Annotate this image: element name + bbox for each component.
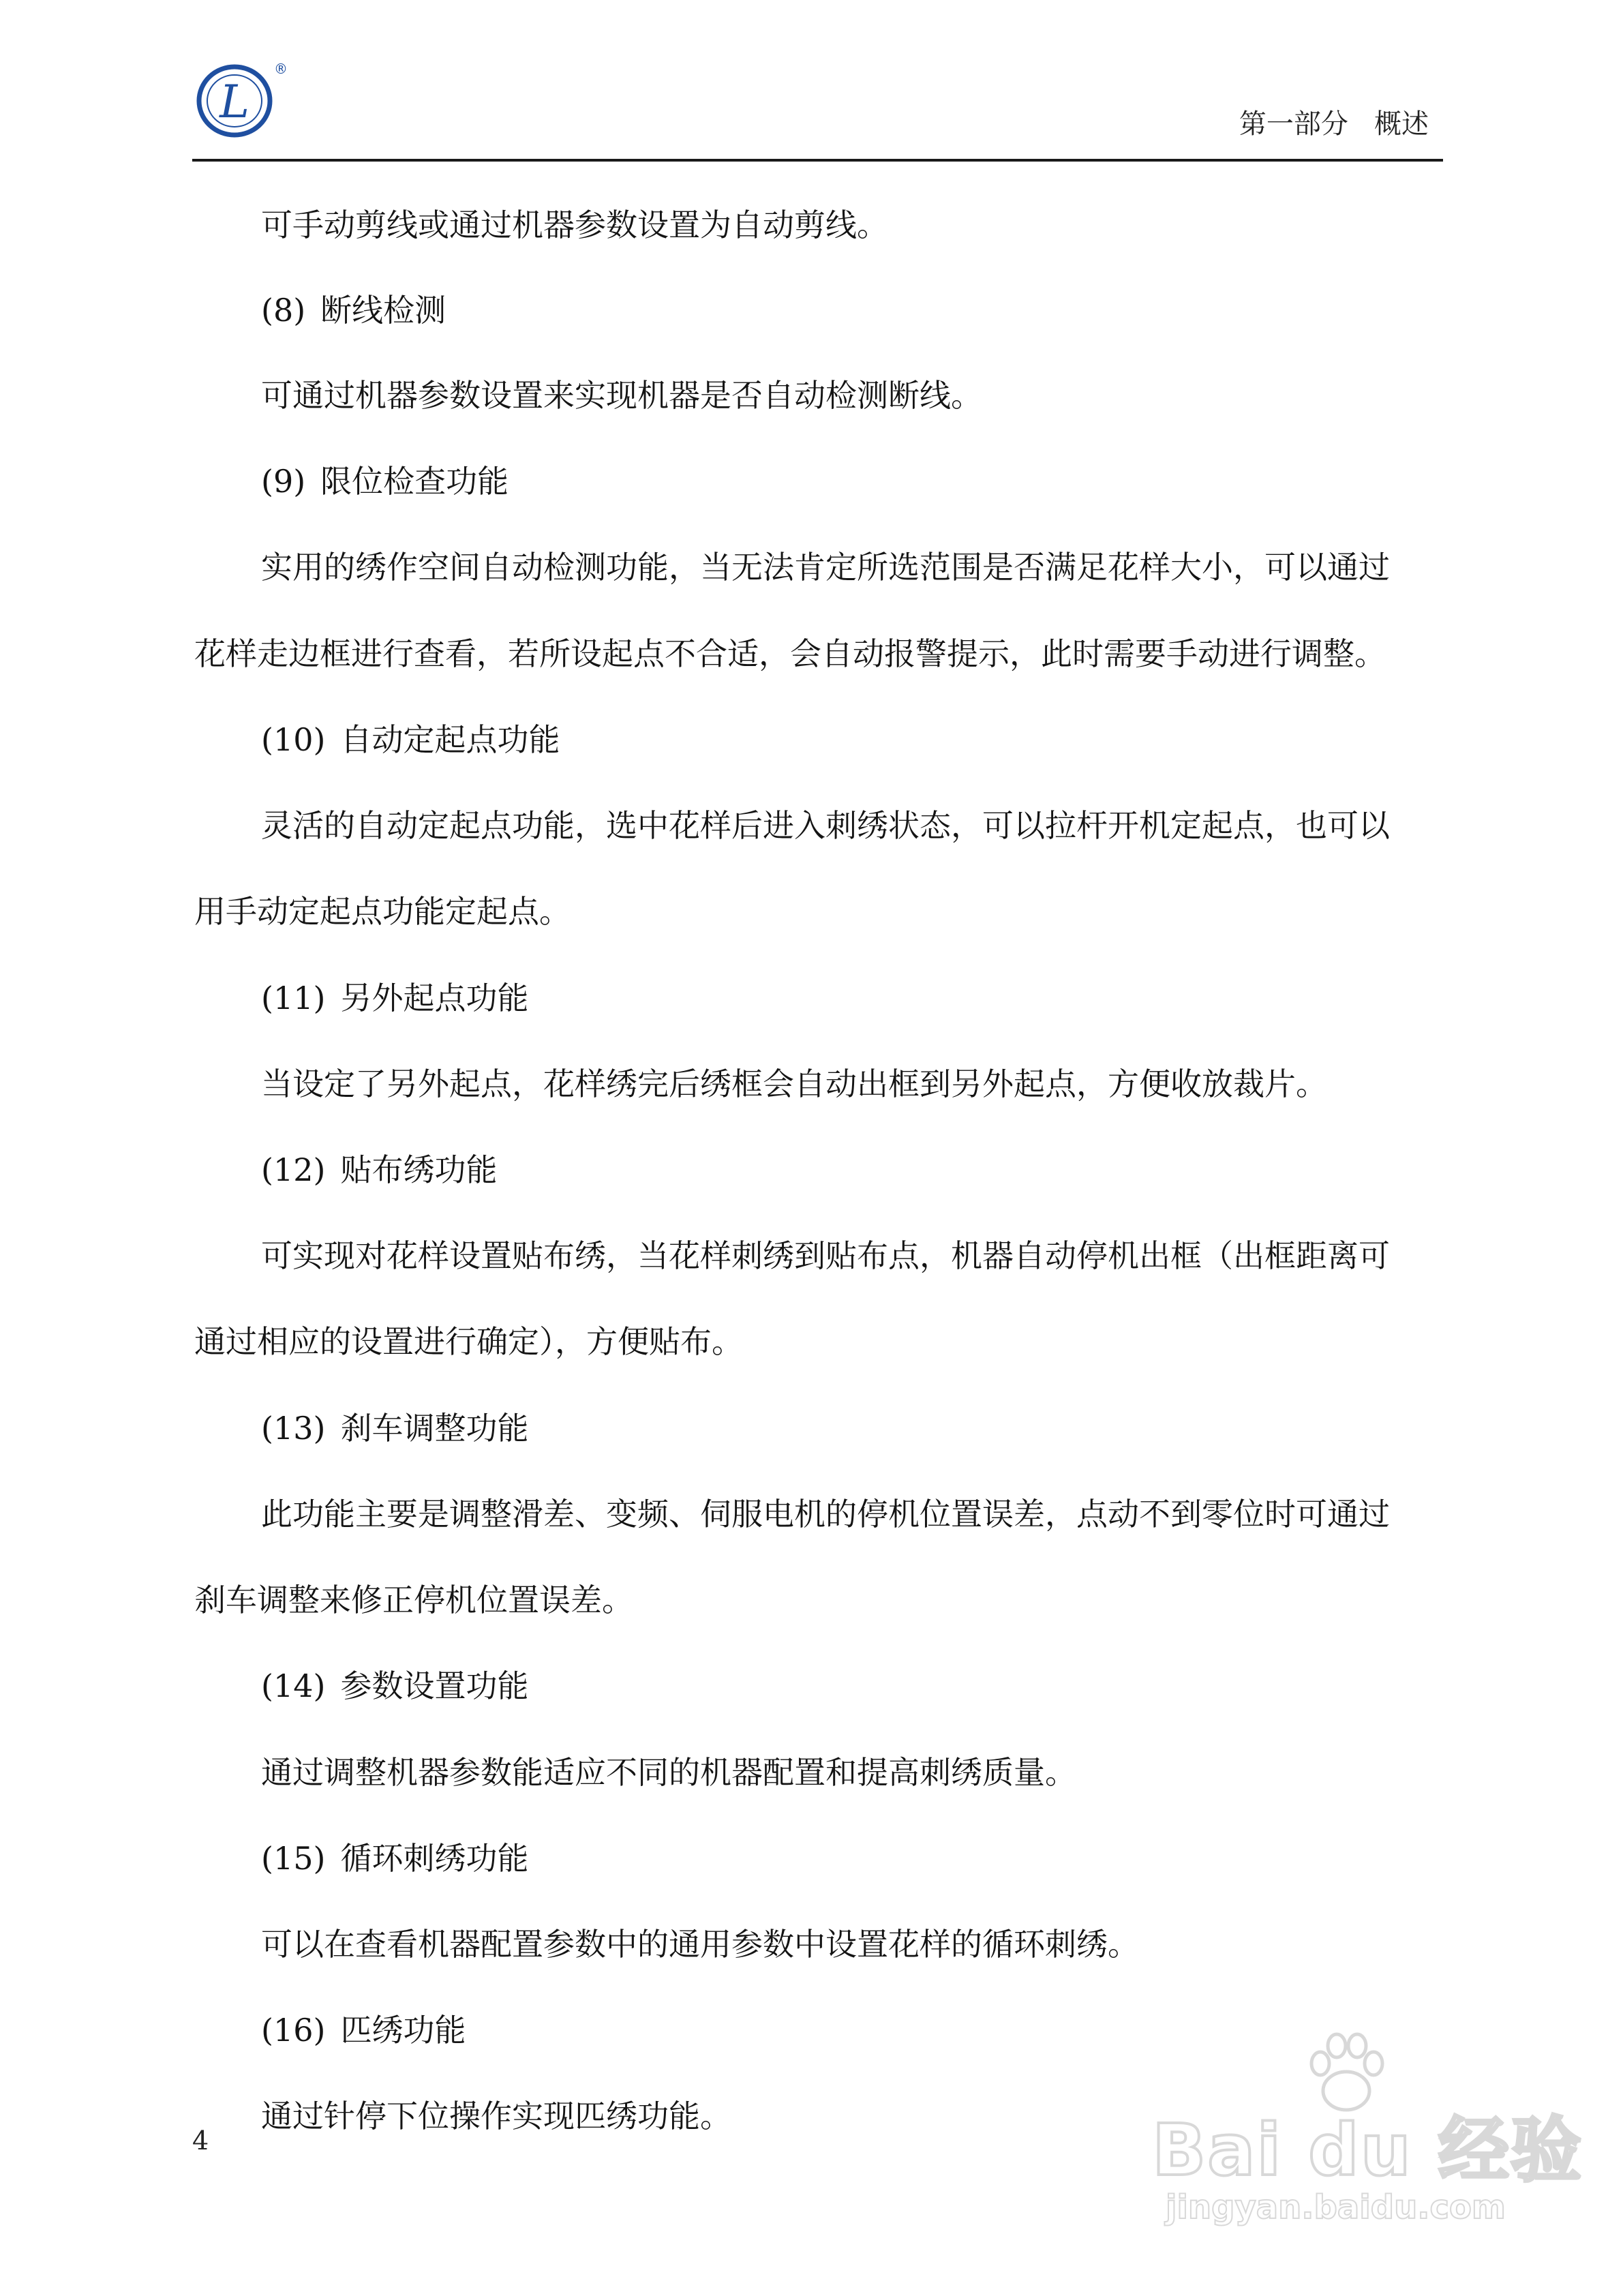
heading-title: 自动定起点功能 (340, 721, 560, 758)
section-heading (261, 978, 528, 1018)
heading-title: 刹车调整功能 (340, 1410, 529, 1447)
section-heading (261, 1838, 528, 1879)
section-heading (261, 2010, 466, 2051)
heading-number: (8) (261, 292, 306, 329)
paragraph-line: 当设定了另外起点，花样绣完后绣框会自动出框到另外起点，方便收放裁片。 (261, 1066, 1327, 1102)
heading-title: 循环刺绣功能 (340, 1840, 529, 1877)
paragraph-line: 灵活的自动定起点功能，选中花样后进入刺绣状态，可以拉杆开机定起点，也可以 (261, 807, 1390, 844)
paragraph-line: 可手动剪线或通过机器参数设置为自动剪线。 (261, 207, 888, 243)
paragraph-line: 可实现对花样设置贴布绣，当花样刺绣到贴布点，机器自动停机出框（出框距离可 (261, 1237, 1390, 1274)
heading-title: 参数设置功能 (340, 1667, 529, 1704)
paragraph-line: 用手动定起点功能定起点。 (194, 893, 571, 930)
heading-number: (16) (261, 2012, 326, 2049)
section-title: 第一部分 概述 (1239, 108, 1429, 140)
section-heading (261, 1408, 528, 1449)
paragraph-line: 此功能主要是调整滑差、变频、伺服电机的停机位置误差，点动不到零位时可通过 (261, 1496, 1390, 1532)
watermark-brand: Bai du 经验 (1152, 2109, 1583, 2192)
section-heading (261, 290, 446, 331)
heading-number: (13) (261, 1410, 326, 1447)
heading-number: (10) (261, 721, 326, 758)
paragraph-line: 实用的绣作空间自动检测功能，当无法肯定所选范围是否满足花样大小，可以通过 (261, 549, 1390, 586)
paragraph-line: 通过相应的设置进行确定），方便贴布。 (194, 1323, 743, 1360)
paragraph-line: 花样走边框进行查看，若所设起点不合适，会自动报警提示，此时需要手动进行调整。 (194, 635, 1386, 672)
paragraph-line: 可通过机器参数设置来实现机器是否自动检测断线。 (261, 377, 982, 414)
heading-title: 贴布绣功能 (340, 1151, 498, 1188)
page-number: 4 (192, 2126, 209, 2156)
paragraph-line: 通过调整机器参数能适应不同的机器配置和提高刺绣质量。 (261, 1754, 1076, 1791)
company-logo (192, 55, 294, 143)
section-heading (261, 1149, 497, 1190)
baidu-watermark (1152, 2028, 1583, 2233)
heading-number: (11) (261, 980, 326, 1016)
heading-title: 限位检查功能 (320, 463, 509, 500)
heading-title: 断线检测 (320, 292, 446, 329)
heading-title: 匹绣功能 (340, 2012, 466, 2049)
watermark-url: jingyan.baidu.com (1166, 2188, 1506, 2226)
registered-mark: ® (274, 61, 288, 77)
heading-number: (14) (261, 1667, 326, 1704)
section-heading (261, 461, 509, 502)
header-divider (192, 159, 1443, 162)
heading-title: 另外起点功能 (340, 980, 529, 1016)
section-heading (261, 719, 560, 760)
logo-letter: L (219, 76, 249, 128)
paragraph-line: 通过针停下位操作实现匹绣功能。 (261, 2098, 731, 2134)
paragraph-line: 刹车调整来修正停机位置误差。 (194, 1582, 633, 1618)
paragraph-line: 可以在查看机器配置参数中的通用参数中设置花样的循环刺绣。 (261, 1926, 1139, 1963)
heading-number: (9) (261, 463, 306, 500)
section-heading (261, 1665, 528, 1706)
heading-number: (12) (261, 1151, 326, 1188)
heading-number: (15) (261, 1840, 326, 1877)
